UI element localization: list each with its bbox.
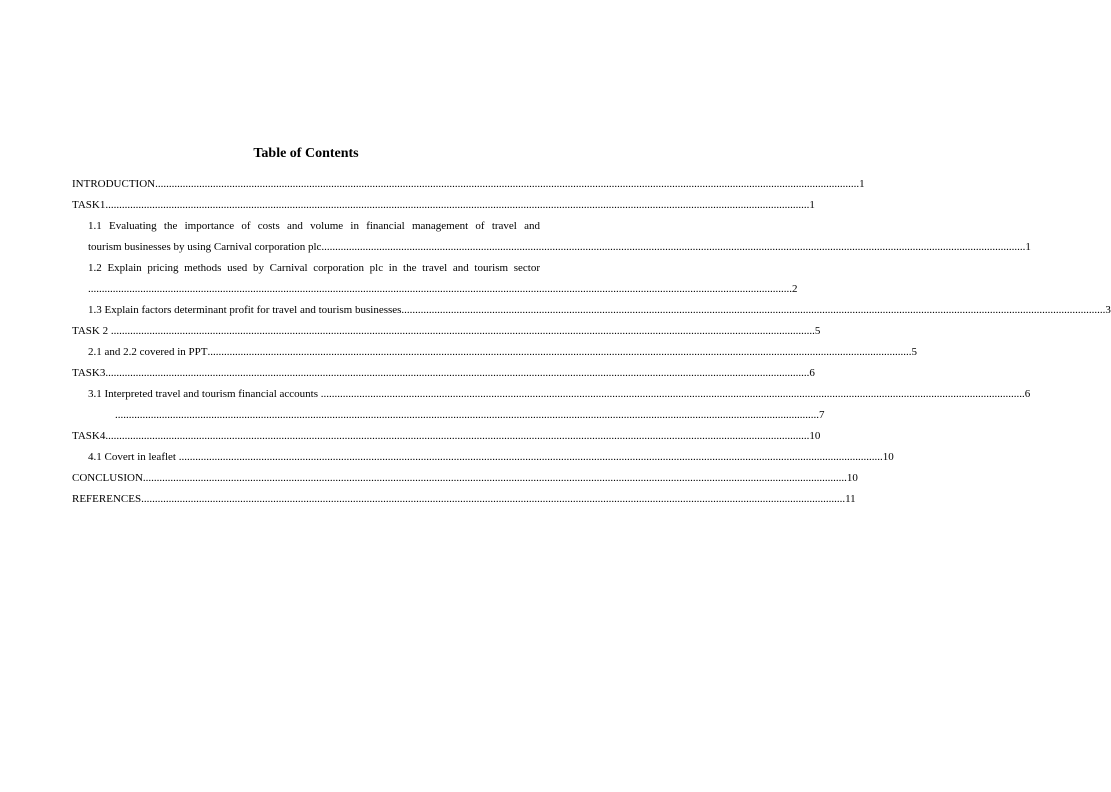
toc-entry-task3[interactable] [72,363,815,384]
toc-entry-label: 1.1 Evaluating the importance of costs and volume in financial management of travel and [88,220,540,232]
toc-entry-label: 1.2 Explain pricing methods used by Carnival corporation plc in the travel and tourism sector [88,262,540,274]
toc-page-number: 3 [1105,304,1111,316]
dot-leader: ................................................................................................................................................................................................................................................................ [321,241,1026,253]
toc-entry-4-1[interactable] [72,447,894,468]
dot-leader: ................................................................................................................................................................................................................................................................ [105,430,810,442]
toc-entry-1-3[interactable] [72,300,1111,321]
toc-page-number: 5 [911,346,917,358]
toc-entry-conclusion[interactable] [72,468,858,489]
toc-page-number: 11 [845,493,856,505]
toc-entry-label: TASK3 [72,367,106,379]
toc-entry-label: 1.3 Explain factors determinant profit for travel and tourism businesses [88,304,402,316]
table-of-contents [72,174,1111,510]
dot-leader: ................................................................................................................................................................................................................................................................ [320,388,1025,400]
toc-page-number: 6 [1024,388,1031,400]
toc-entry-label: TASK4 [72,430,106,442]
toc-entry-label: 4.1 Covert in leaflet [88,451,179,463]
toc-page-number: 1 [1025,241,1031,253]
toc-entry-label: 3.1 Interpreted travel and tourism financial accounts [88,388,321,400]
toc-page-number: 5 [814,325,821,337]
dot-leader: ................................................................................................................................................................................................................................................................ [401,304,1106,316]
toc-entry-1-1[interactable] [72,216,1031,258]
toc-entry-label: TASK 2 [72,325,111,337]
toc-page-number: 1 [809,199,815,211]
toc-entry-3-1-continued[interactable] [72,405,825,426]
toc-entry-references[interactable] [72,489,856,510]
dot-leader: ................................................................................................................................................................................................................................................................ [115,409,819,421]
toc-page-number: 7 [819,409,825,421]
toc-entry-task1[interactable] [72,195,815,216]
dot-leader: ................................................................................................................................................................................................................................................................ [141,493,846,505]
dot-leader: ................................................................................................................................................................................................................................................................ [105,199,810,211]
toc-entry-3-1[interactable] [72,384,1031,405]
toc-entry-label-continued: tourism businesses by using Carnival corporation plc [88,241,322,253]
dot-leader: ................................................................................................................................................................................................................................................................ [105,367,810,379]
dot-leader: ................................................................................................................................................................................................................................................................ [142,472,847,484]
toc-title: Table of Contents [253,146,359,161]
toc-entry-label: TASK1 [72,199,106,211]
dot-leader: ................................................................................................................................................................................................................................................................ [207,346,912,358]
toc-page-number: 10 [846,472,858,484]
toc-page-number: 10 [809,430,821,442]
toc-entry-introduction[interactable] [72,174,865,195]
toc-page-number: 10 [882,451,894,463]
dot-leader: ................................................................................................................................................................................................................................................................ [110,325,815,337]
toc-page-number: 1 [859,178,865,190]
dot-leader: ................................................................................................................................................................................................................................................................ [88,283,792,295]
dot-leader: ................................................................................................................................................................................................................................................................ [178,451,883,463]
toc-entry-label: CONCLUSION [72,472,143,484]
toc-entry-label: 2.1 and 2.2 covered in PPT [88,346,208,358]
toc-entry-label: INTRODUCTION [72,178,156,190]
toc-entry-task2[interactable] [72,321,821,342]
dot-leader: ................................................................................................................................................................................................................................................................ [155,178,860,190]
toc-entry-task4[interactable] [72,426,821,447]
toc-entry-1-2[interactable] [72,258,798,300]
toc-entry-label: REFERENCES [72,493,142,505]
toc-page-number: 6 [809,367,815,379]
toc-page-number: 2 [792,283,798,295]
toc-entry-2-1[interactable] [72,342,917,363]
